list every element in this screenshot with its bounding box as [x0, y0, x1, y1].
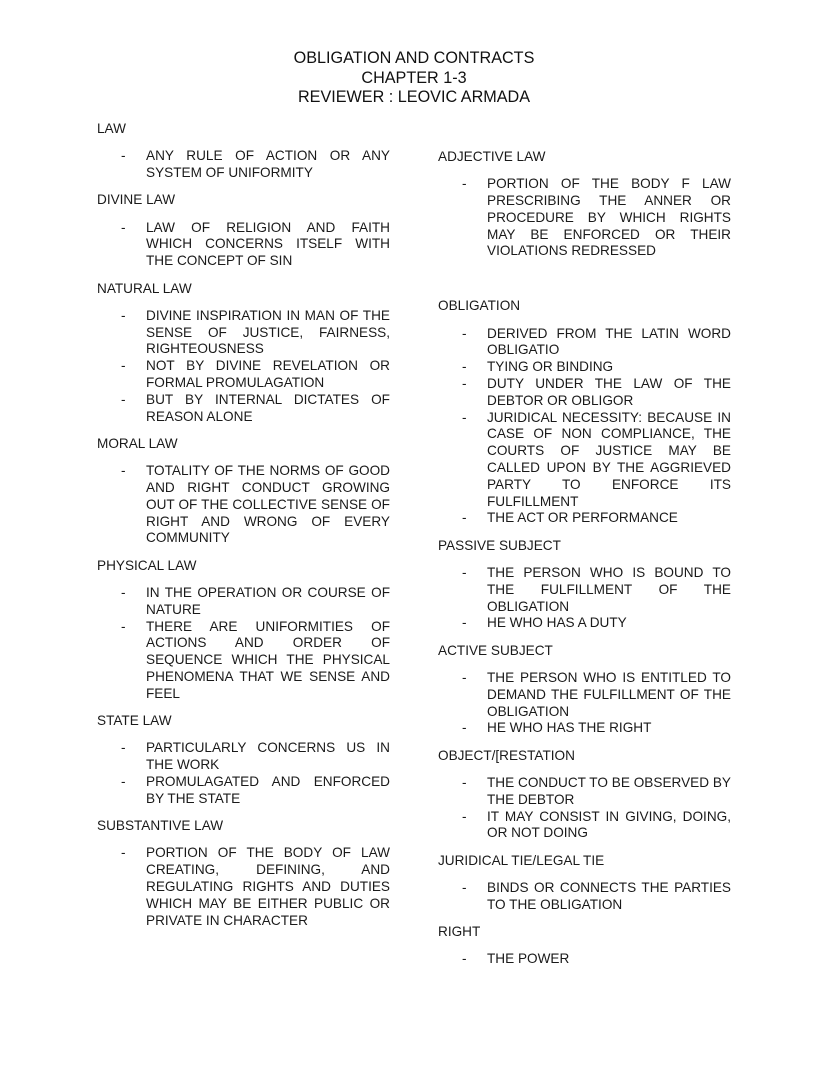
list-item-text: PARTICULARLY CONCERNS US IN THE WORK [146, 740, 390, 773]
list-item-text: PORTION OF THE BODY F LAW PRESCRIBING THE ANNER OR PROCEDURE BY WHICH RIGHTS MAY BE ENFORCED OR THEIR VIOLATIONS REDRESSED [487, 176, 731, 259]
list-item [97, 619, 390, 703]
bullet-list [438, 670, 731, 737]
list-item-text: THE PERSON WHO IS BOUND TO THE FULFILLMENT OF THE OBLIGATION [487, 564, 731, 614]
list-item [438, 176, 731, 260]
section-right [438, 924, 731, 968]
dash-bullet-icon: - [462, 615, 467, 631]
list-item-text: JURIDICAL NECESSITY: BECAUSE IN CASE OF NON COMPLIANCE, THE COURTS OF JUSTICE MAY BE CALLED UPON BY THE AGGRIEVED PARTY TO ENFORCE ITS FULFILLMENT [487, 409, 731, 509]
bullet-list [438, 565, 731, 632]
section-heading: OBLIGATION [438, 298, 521, 314]
list-item [97, 585, 390, 619]
title-line-reviewer: REVIEWER : LEOVIC ARMADA [297, 88, 531, 106]
section-object-restation [438, 748, 731, 842]
dash-bullet-icon: - [121, 740, 126, 756]
section-law [97, 121, 390, 182]
section-heading: JURIDICAL TIE/LEGAL TIE [438, 852, 605, 868]
dash-bullet-icon: - [121, 148, 126, 164]
list-item-text: THE CONDUCT TO BE OBSERVED BY THE DEBTOR [487, 774, 731, 807]
left-column [97, 121, 390, 929]
section-heading: PASSIVE SUBJECT [438, 537, 561, 553]
list-item [438, 510, 731, 527]
list-item [97, 463, 390, 547]
dash-bullet-icon: - [462, 808, 467, 824]
dash-bullet-icon: - [121, 391, 126, 407]
bullet-list [97, 308, 390, 426]
section-active-subject [438, 643, 731, 737]
list-item [438, 410, 731, 511]
list-item [438, 775, 731, 809]
dash-bullet-icon: - [121, 358, 126, 374]
section-physical-law [97, 558, 390, 703]
bullet-list [97, 585, 390, 703]
dash-bullet-icon: - [462, 879, 467, 895]
list-item-text: BUT BY INTERNAL DICTATES OF REASON ALONE [146, 391, 390, 424]
dash-bullet-icon: - [462, 951, 467, 967]
right-column [438, 149, 731, 968]
list-item-text: THE POWER [487, 951, 570, 967]
list-item-text: DERIVED FROM THE LATIN WORD OBLIGATIO [487, 325, 731, 358]
dash-bullet-icon: - [121, 618, 126, 634]
title-line-main: OBLIGATION AND CONTRACTS [293, 49, 535, 67]
list-item-text: THERE ARE UNIFORMITIES OF ACTIONS AND ORDER OF SEQUENCE WHICH THE PHYSICAL PHENOMENA THAT WE SENSE AND FEEL [146, 618, 390, 701]
list-item [97, 774, 390, 808]
list-item-text: BINDS OR CONNECTS THE PARTIES TO THE OBLIGATION [487, 879, 731, 912]
section-heading: NATURAL LAW [97, 280, 192, 296]
bullet-list [97, 463, 390, 547]
list-item-text: DUTY UNDER THE LAW OF THE DEBTOR OR OBLIGOR [487, 375, 731, 408]
list-item-text: TOTALITY OF THE NORMS OF GOOD AND RIGHT CONDUCT GROWING OUT OF THE COLLECTIVE SENSE OF RIGHT AND WRONG OF EVERY COMMUNITY [146, 463, 390, 546]
title-line-chapter: CHAPTER 1-3 [361, 68, 467, 87]
list-item-text: HE WHO HAS A DUTY [487, 615, 627, 631]
bullet-list [438, 880, 731, 914]
bullet-list [97, 740, 390, 807]
list-item-text: DIVINE INSPIRATION IN MAN OF THE SENSE OF JUSTICE, FAIRNESS, RIGHTEOUSNESS [146, 307, 390, 357]
section-heading: DIVINE LAW [97, 192, 176, 208]
dash-bullet-icon: - [462, 564, 467, 580]
dash-bullet-icon: - [462, 325, 467, 341]
dash-bullet-icon: - [121, 845, 126, 861]
list-item [438, 720, 731, 737]
section-heading: OBJECT/[RESTATION [438, 747, 575, 763]
list-item [438, 809, 731, 843]
section-natural-law [97, 281, 390, 426]
list-item-text: PROMULAGATED AND ENFORCED BY THE STATE [146, 774, 390, 806]
list-item [438, 880, 731, 914]
list-item-text: THE PERSON WHO IS ENTITLED TO DEMAND THE FULFILLMENT OF THE OBLIGATION [487, 669, 731, 719]
bullet-list [97, 220, 390, 270]
section-adjective-law [438, 149, 731, 260]
dash-bullet-icon: - [462, 720, 467, 736]
section-substantive-law [97, 818, 390, 929]
list-item [97, 740, 390, 774]
dash-bullet-icon: - [462, 409, 467, 425]
list-item [97, 308, 390, 358]
dash-bullet-icon: - [121, 307, 126, 323]
section-state-law [97, 713, 390, 807]
list-item [438, 326, 731, 360]
list-item [97, 220, 390, 270]
section-passive-subject [438, 538, 731, 632]
section-moral-law [97, 436, 390, 547]
section-heading: SUBSTANTIVE LAW [97, 818, 224, 834]
document-title [0, 49, 828, 108]
section-juridical-tie-legal-tie [438, 853, 731, 914]
section-obligation [438, 298, 731, 527]
list-item [97, 148, 390, 182]
section-heading: LAW [97, 121, 126, 136]
section-heading: MORAL LAW [97, 435, 178, 451]
list-item-text: PORTION OF THE BODY OF LAW CREATING, DEFINING, AND REGULATING RIGHTS AND DUTIES WHICH MAY BE EITHER PUBLIC OR PRIVATE IN CHARACTER [146, 845, 390, 928]
section-heading: STATE LAW [97, 713, 172, 729]
list-item-text: IN THE OPERATION OR COURSE OF NATURE [146, 585, 390, 617]
list-item [438, 359, 731, 376]
bullet-list [438, 951, 731, 968]
list-item [438, 951, 731, 968]
section-heading: PHYSICAL LAW [97, 557, 197, 573]
list-item-text: ANY RULE OF ACTION OR ANY SYSTEM OF UNIFORMITY [146, 148, 390, 181]
dash-bullet-icon: - [462, 510, 467, 526]
list-item [438, 565, 731, 615]
list-item-text: IT MAY CONSIST IN GIVING, DOING, OR NOT DOING [487, 808, 731, 841]
dash-bullet-icon: - [462, 176, 467, 192]
list-item [97, 845, 390, 929]
dash-bullet-icon: - [121, 585, 126, 601]
bullet-list [438, 775, 731, 842]
list-item [438, 670, 731, 720]
list-item [438, 615, 731, 632]
section-heading: ACTIVE SUBJECT [438, 642, 553, 658]
section-heading: ADJECTIVE LAW [438, 149, 546, 164]
bullet-list [97, 845, 390, 929]
list-item [438, 376, 731, 410]
dash-bullet-icon: - [121, 463, 126, 479]
list-item [97, 358, 390, 392]
list-item [97, 392, 390, 426]
section-heading: RIGHT [438, 923, 481, 939]
list-item-text: TYING OR BINDING [487, 359, 614, 375]
bullet-list [438, 176, 731, 260]
bullet-list [438, 326, 731, 528]
list-item-text: NOT BY DIVINE REVELATION OR FORMAL PROMULAGATION [146, 358, 390, 391]
section-divine-law [97, 192, 390, 270]
dash-bullet-icon: - [462, 774, 467, 790]
list-item-text: LAW OF RELIGION AND FAITH WHICH CONCERNS ITSELF WITH THE CONCEPT OF SIN [146, 219, 390, 269]
dash-bullet-icon: - [462, 375, 467, 391]
bullet-list [97, 148, 390, 182]
dash-bullet-icon: - [121, 774, 126, 789]
dash-bullet-icon: - [121, 219, 126, 235]
dash-bullet-icon: - [462, 669, 467, 685]
dash-bullet-icon: - [462, 359, 467, 375]
list-item-text: HE WHO HAS THE RIGHT [487, 720, 652, 736]
list-item-text: THE ACT OR PERFORMANCE [487, 510, 678, 526]
